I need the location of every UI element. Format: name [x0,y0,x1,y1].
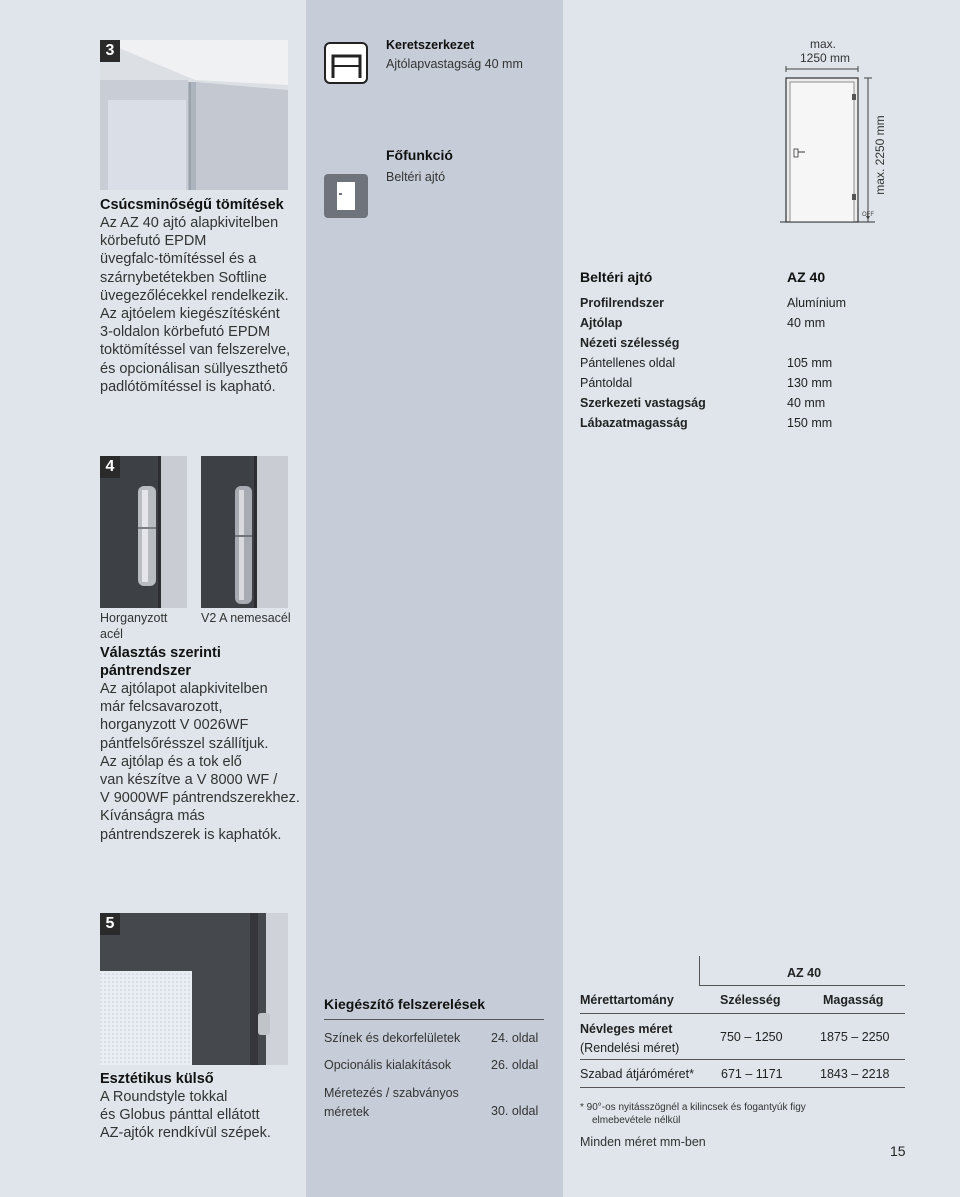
door-width-label-1: max. [810,37,837,51]
table-line [699,985,905,986]
spec-row: Pántoldal 130 mm [580,376,833,390]
section-4-heading: Választás szerinti pántrendszer [100,645,221,680]
dim-row-height: 1875 – 2250 [820,1030,890,1044]
frame-structure-icon [324,42,368,84]
frame-title: Keretszerkezet [386,38,475,52]
accessory-page: 26. oldal [491,1058,539,1072]
table-line [580,1087,905,1088]
roundstyle-frame-photo [100,913,288,1065]
okff-label: OFF [862,212,874,218]
dim-header-width: Szélesség [720,993,781,1007]
door-width-label-2: 1250 mm [800,51,851,65]
spec-row: Ajtólap 40 mm [580,316,826,330]
spec-row: Lábazatmagasság 150 mm [580,416,833,430]
dim-row-width: 750 – 1250 [720,1030,783,1044]
frame-subtitle: Ajtólapvastagság 40 mm [386,57,523,71]
spec-row: Szerkezeti vastagság 40 mm [580,396,826,410]
spec-row: Pántellenes oldal 105 mm [580,356,833,370]
door-height-label: max. 2250 mm [873,115,887,195]
accessories-title: Kiegészítő felszerelések [324,996,486,1012]
dim-table-model: AZ 40 [787,966,822,980]
section-4-badge: 4 [100,456,120,478]
door-diagram [780,64,880,228]
spec-row: Profilrendszer Alumínium [580,296,847,310]
specs-model: AZ 40 [787,269,826,285]
spec-row: Nézeti szélesség [580,336,680,350]
section-5-body: A Roundstyle tokkal és Globus pánttal ellátott AZ-ajtók rendkívül szépek. [100,1089,271,1142]
main-function-subtitle: Beltéri ajtó [386,170,446,184]
dim-note: Minden méret mm-ben [580,1135,706,1149]
dim-row-height: 1843 – 2218 [820,1067,890,1081]
section-3-badge: 3 [100,40,120,62]
main-function-title: Főfunkció [386,147,453,163]
dim-row-label: Névleges méret (Rendelési méret) [580,1022,680,1055]
section-5-heading: Esztétikus külső [100,1071,214,1087]
accessory-page: 30. oldal [491,1104,539,1118]
table-vline [699,956,700,986]
seal-photo [100,40,288,190]
dim-header-height: Magasság [823,993,884,1007]
accessories-divider [324,1019,544,1020]
dim-row-label: Szabad átjáróméret* [580,1067,694,1081]
table-line [580,1059,905,1060]
dim-row-width: 671 – 1171 [721,1067,783,1081]
specs-title: Beltéri ajtó [580,269,653,285]
caption-galvanized: Horganyzott acél [100,611,168,641]
dim-footnote: * 90°-os nyitásszögnél a kilincsek és fogantyúk figy elmebevétele nélkül [580,1102,806,1126]
galvanized-hinge-photo [100,456,187,608]
accessory-page: 24. oldal [491,1031,539,1045]
accessory-label: Méretezés / szabványos méretek [324,1086,459,1119]
section-3-body: Az AZ 40 ajtó alapkivitelben körbefutó EPDM üvegfalc-tömítéssel és a szárnybetétekben Softline üvegezőlécekkel rendelkezik. Az ajtóelem kiegészítésként 3-oldalon körbefutó EPDM toktömítéssel van felszerelve, és opcionálisan süllyeszthető padlótömítéssel is kapható. [100,215,291,395]
interior-door-icon [324,174,368,218]
section-3-heading: Csúcsminőségű tömítések [100,197,284,213]
accessory-label: Opcionális kialakítások [324,1058,452,1072]
dim-header-range: Mérettartomány [580,993,674,1007]
page-number: 15 [890,1143,906,1159]
caption-stainless: V2 A nemesacél [201,611,291,625]
accessory-label: Színek és dekorfelületek [324,1031,461,1045]
table-line [580,1013,905,1014]
stainless-hinge-photo [201,456,288,608]
section-4-body: Az ajtólapot alapkivitelben már felcsavarozott, horganyzott V 0026WF pántfelsőrésszel szállítjuk. Az ajtólap és a tok elő van készítve a V 8000 WF / V 9000WF pántrendszerekhez. Kívánságra más pántrendszerek is kaphatók. [100,681,300,843]
section-5-badge: 5 [100,913,120,935]
